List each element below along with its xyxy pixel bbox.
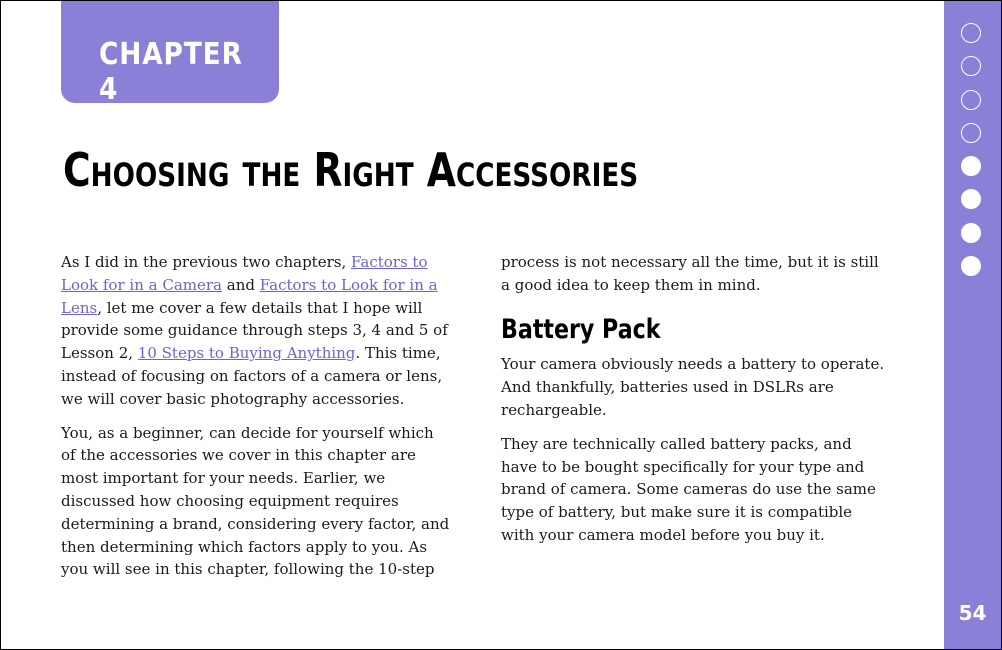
right-column [501,251,886,558]
intro-text-4: . This time, instead of focusing on factors of a camera or lens, we will cover basic photography accessories. [61,344,443,408]
progress-dot-filled [961,156,981,176]
continuation-paragraph: process is not necessary all the time, but it is still a good idea to keep them in mind. [501,253,879,294]
section-heading-battery-pack: Battery Pack [501,313,661,345]
battery-paragraph-1: Your camera obviously needs a battery to operate. And thankfully, batteries used in DSLRs are rechargeable. [501,355,885,419]
intro-paragraph [61,251,451,411]
chapter-progress-dots [961,23,981,289]
progress-dot-empty [961,56,981,76]
page-title: Choosing the Right Accessories [63,143,639,197]
chapter-tab [61,1,279,107]
intro-text-1: As I did in the previous two chapters, [61,253,351,271]
progress-dot-empty [961,123,981,143]
link-factors-lens[interactable]: Factors to Look for in a Lens [61,275,438,317]
left-column [61,251,451,592]
chapter-sidebar [944,1,1001,649]
link-10-steps[interactable]: 10 Steps to Buying Anything [137,344,356,363]
progress-dot-filled [961,256,981,276]
beginner-paragraph: You, as a beginner, can decide for yourself which of the accessories we cover in this chapter are most important for your needs. Earlier, we discussed how choosing equipment requires determining a brand, considering every factor, and then determining which factors apply to you. As you will see in this chapter, following the 10-step [61,423,450,579]
progress-dot-empty [961,23,981,43]
link-factors-camera[interactable]: Factors to Look for in a Camera [61,253,428,294]
progress-dot-empty [961,90,981,110]
chapter-label: CHAPTER 4 [99,37,243,107]
progress-dot-filled [961,223,981,243]
page-number: 54 [958,601,987,625]
intro-text-2: and [221,275,260,294]
progress-dot-filled [961,189,981,209]
battery-paragraph-2: They are technically called battery packs, and have to be bought specifically for your type and brand of camera. Some cameras do use the same type of battery, but make sure it is compatible with your camera model before you buy it. [501,434,876,544]
intro-text-3: , let me cover a few details that I hope will provide some guidance through steps 3, 4 and 5 of Lesson 2, [61,298,448,363]
